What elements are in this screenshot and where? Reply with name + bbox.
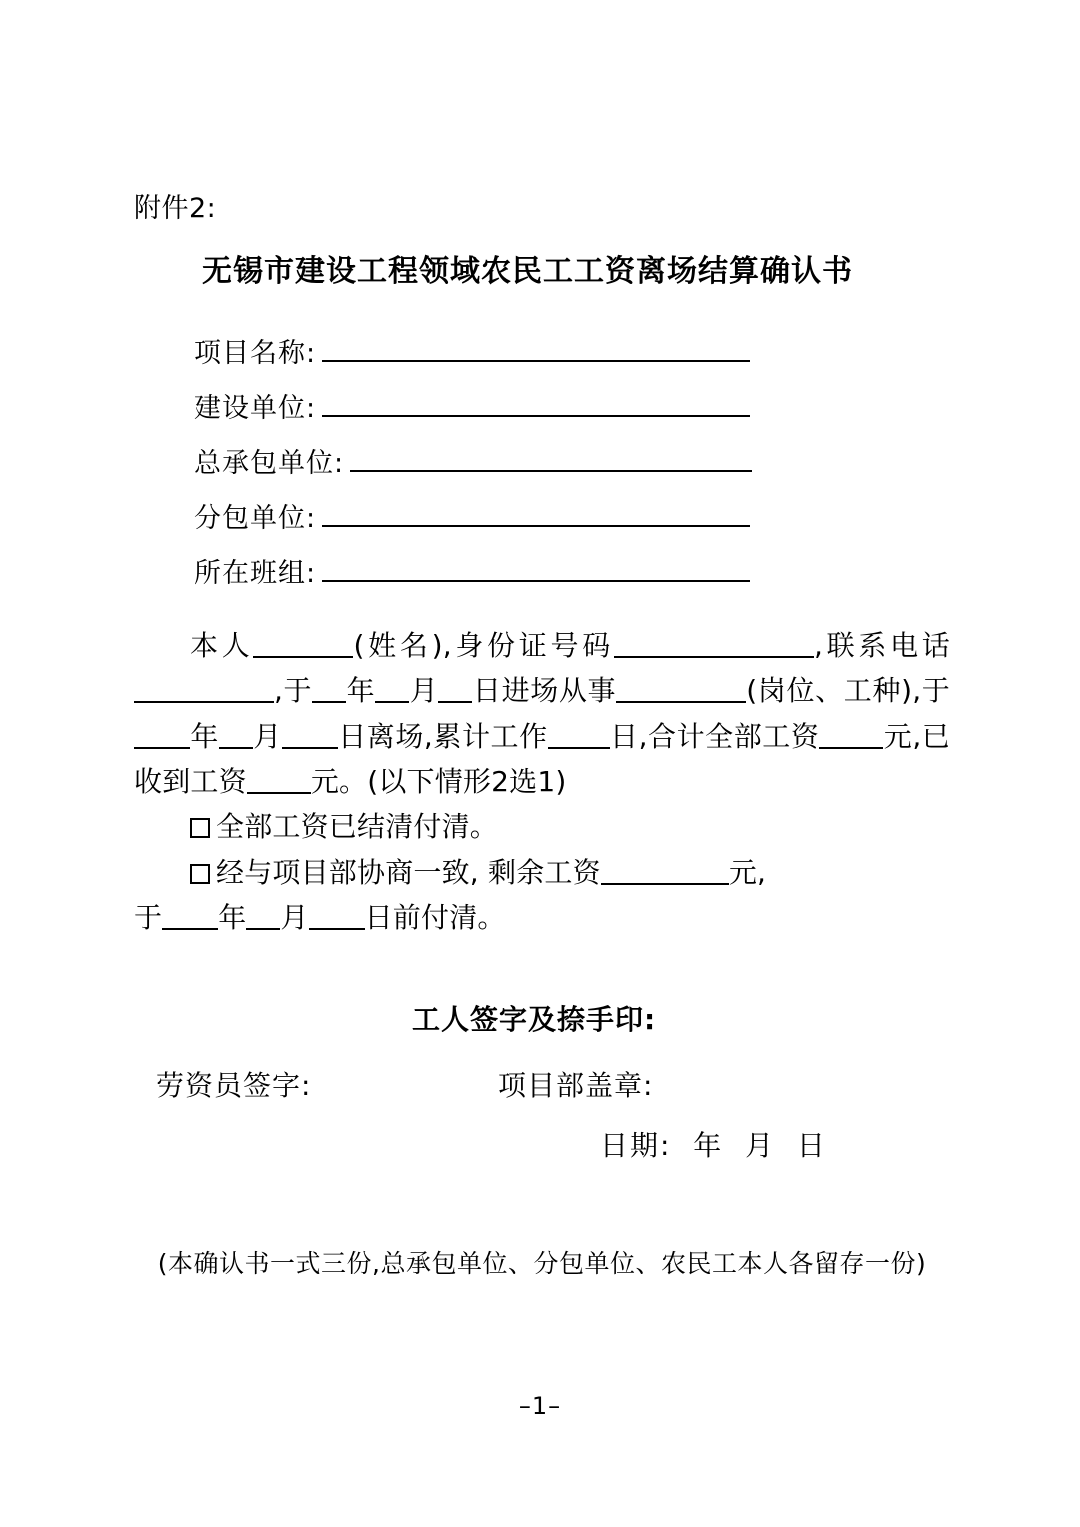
text-seg: 日进场从事 [472, 674, 617, 708]
text-seg: 元。(以下情形2选1) [310, 764, 567, 798]
blank-exit-month[interactable] [219, 727, 253, 749]
field-label: 分包单位: [194, 502, 317, 534]
option-label: 全部工资已结清付清。 [216, 810, 499, 844]
blank-pay-day[interactable] [309, 908, 365, 930]
page-title: 无锡市建设工程领域农民工工资离场结算确认书 [202, 253, 853, 289]
field-input-line[interactable] [322, 558, 750, 582]
text-seg: 位、工种),于 [786, 674, 950, 708]
field-label: 项目名称: [194, 337, 317, 369]
field-list [134, 338, 950, 587]
text-seg: 日离场,累计工作 [337, 719, 548, 753]
field-general-contractor [194, 448, 950, 477]
blank-name[interactable] [253, 636, 353, 658]
blank-total-wage[interactable] [819, 727, 883, 749]
text-seg: 月 [409, 674, 439, 708]
signature-block [134, 998, 950, 1164]
blank-pay-year[interactable] [162, 908, 218, 930]
footnote: (本确认书一式三份,总承包单位、分包单位、农民工本人各留存一份) [157, 1249, 927, 1279]
blank-exit-day[interactable] [282, 727, 338, 749]
field-label: 建设单位: [194, 392, 317, 424]
option2-second-line [134, 895, 950, 940]
date-row [134, 1124, 950, 1164]
blank-entry-year[interactable] [312, 681, 346, 703]
text-seg: 联系电话 [823, 628, 951, 662]
field-subcontractor [194, 503, 950, 532]
text-seg: (岗 [746, 674, 787, 708]
declaration-text [134, 623, 950, 804]
field-input-line[interactable] [322, 338, 750, 362]
blank-entry-month[interactable] [375, 681, 409, 703]
text-seg: ,于 [274, 674, 313, 708]
blank-id-number[interactable] [614, 636, 814, 658]
blank-position[interactable] [616, 681, 746, 703]
text-seg: 日前付清。 [364, 900, 506, 934]
project-seal-label: 项目部盖章: [498, 1069, 654, 1103]
date-month-label: 月 [745, 1129, 776, 1163]
date-year-label: 年 [693, 1129, 724, 1163]
blank-total-days[interactable] [548, 727, 610, 749]
date-day-label: 日 [796, 1129, 827, 1163]
document-content [134, 190, 950, 1280]
field-project-name [194, 338, 950, 367]
text-seg: 于 [134, 900, 163, 934]
text-seg: 全部工资 [705, 719, 820, 753]
worker-signature-label: 工人签字及捺手印: [412, 1003, 657, 1037]
field-label: 所在班组: [194, 557, 317, 589]
attachment-label: 附件2: [134, 193, 217, 224]
blank-phone[interactable] [134, 681, 274, 703]
option-all-paid[interactable] [134, 804, 950, 849]
text-seg: 月 [280, 900, 309, 934]
text-seg: 年 [346, 674, 376, 708]
text-seg: 年 [190, 719, 219, 753]
text-seg: 元,已收到工资 [134, 719, 950, 798]
option-tail: 元, [728, 855, 767, 889]
field-work-team [194, 558, 950, 587]
field-construction-unit [194, 393, 950, 422]
blank-pay-month[interactable] [246, 908, 280, 930]
signature-row [134, 1064, 950, 1104]
blank-exit-year[interactable] [134, 727, 190, 749]
text-seg: 月 [252, 719, 282, 753]
text-seg: , [813, 628, 824, 662]
field-input-line[interactable] [322, 503, 750, 527]
labor-officer-signature-label: 劳资员签字: [156, 1069, 312, 1103]
field-input-line[interactable] [322, 393, 750, 417]
blank-remaining-wage[interactable] [601, 863, 729, 885]
option-label: 经与项目部协商一致, 剩余工资 [216, 855, 601, 889]
field-input-line[interactable] [350, 448, 752, 472]
declaration-paragraph [134, 623, 950, 804]
checkbox-icon[interactable] [190, 818, 210, 838]
checkbox-icon[interactable] [190, 864, 210, 884]
text-seg: (姓名),身份证号码 [353, 628, 614, 662]
blank-entry-day[interactable] [438, 681, 472, 703]
text-seg: 本人 [190, 628, 254, 662]
text-seg: 年 [218, 900, 247, 934]
text-seg: 日,合计 [609, 719, 706, 753]
page-number: –1– [518, 1392, 562, 1420]
field-label: 总承包单位: [194, 447, 345, 479]
option2-date-text [134, 895, 950, 940]
date-label: 日期: [600, 1129, 672, 1163]
option-remaining-wage[interactable] [134, 850, 950, 895]
blank-received-wage[interactable] [247, 772, 311, 794]
